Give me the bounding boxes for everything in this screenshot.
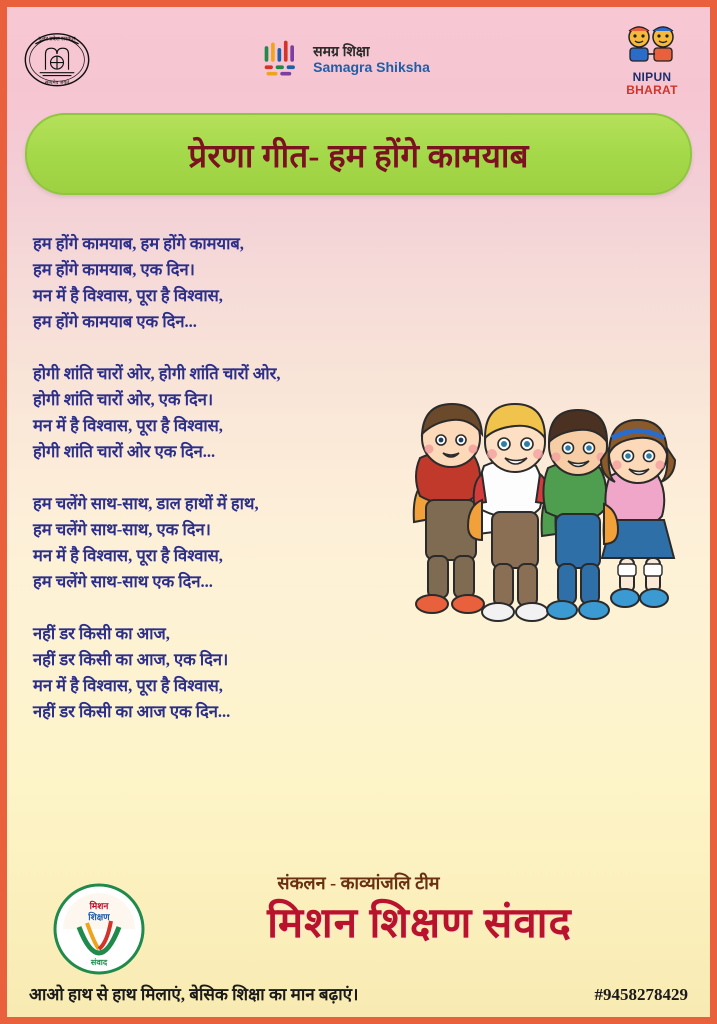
credit-text: संकलन - काव्यांजलि टीम: [277, 873, 440, 893]
content-area: [7, 195, 710, 885]
header-bar: [7, 7, 710, 111]
samagra-english-label: Samagra Shiksha: [313, 59, 430, 75]
phone-number: #9458278429: [594, 985, 688, 1004]
footer: [7, 857, 710, 1017]
samagra-shiksha-icon: [261, 37, 305, 81]
svg-text:संवाद: संवाद: [90, 958, 108, 967]
lyric-line: नहीं डर किसी का आज, एक दिन।: [33, 650, 229, 669]
nipun-label-line1: NIPUN: [632, 70, 672, 85]
lyric-line: हम चलेंगे साथ-साथ, एक दिन।: [33, 520, 211, 539]
nipun-label-line2: BHARAT: [626, 83, 678, 97]
nipun-bharat-icon: [615, 21, 689, 65]
stanza: [33, 621, 423, 725]
lyric-line: मन में है विश्वास, पूरा है विश्वास,: [33, 286, 223, 305]
brand-title: मिशन शिक्षण संवाद: [267, 901, 572, 947]
lyrics-block: [33, 231, 423, 751]
page-title: प्रेरणा गीत- हम होंगे कामयाब: [188, 138, 529, 175]
lyric-line: मन में है विश्वास, पूरा है विश्वास,: [33, 416, 223, 435]
lyric-line: होगी शांति चारों ओर, एक दिन।: [33, 390, 214, 409]
mission-shikshan-samvad-logo-icon: [53, 883, 145, 975]
samagra-shiksha-logo: [261, 37, 430, 81]
stanza: [33, 361, 423, 465]
svg-text:उत्तर प्रदेश सरकार: उत्तर प्रदेश सरकार: [38, 36, 76, 43]
up-government-emblem-icon: [21, 28, 93, 90]
lyric-line: नहीं डर किसी का आज,: [33, 624, 170, 643]
samagra-hindi-label: समग्र शिक्षा: [313, 42, 370, 59]
lyric-line: नहीं डर किसी का आज एक दिन...: [33, 702, 231, 721]
lyric-line: मन में है विश्वास, पूरा है विश्वास,: [33, 676, 223, 695]
lyric-line: होगी शांति चारों ओर एक दिन...: [33, 442, 216, 461]
lyric-line: मन में है विश्वास, पूरा है विश्वास,: [33, 546, 223, 565]
lyric-line: हम होंगे कामयाब, एक दिन।: [33, 260, 195, 279]
lyric-line: होगी शांति चारों ओर, होगी शांति चारों ओर,: [33, 364, 281, 383]
lyric-line: हम चलेंगे साथ-साथ, डाल हाथों में हाथ,: [33, 494, 259, 513]
stanza: [33, 491, 423, 595]
lyric-line: हम होंगे कामयाब एक दिन...: [33, 312, 197, 331]
svg-text:सत्यमेव जयते: सत्यमेव जयते: [44, 81, 70, 87]
lyric-line: हम होंगे कामयाब, हम होंगे कामयाब,: [33, 234, 244, 253]
svg-text:मिशन: मिशन: [89, 901, 109, 911]
four-school-children-walking-illustration: [396, 350, 696, 650]
lyric-line: हम चलेंगे साथ-साथ एक दिन...: [33, 572, 213, 591]
title-banner: [25, 113, 692, 195]
stanza: [33, 231, 423, 335]
svg-text:शिक्षण: शिक्षण: [88, 912, 110, 922]
nipun-bharat-logo: [608, 21, 696, 96]
tagline-text: आओ हाथ से हाथ मिलाएं, बेसिक शिक्षा का मान बढ़ाएं।: [29, 985, 359, 1004]
